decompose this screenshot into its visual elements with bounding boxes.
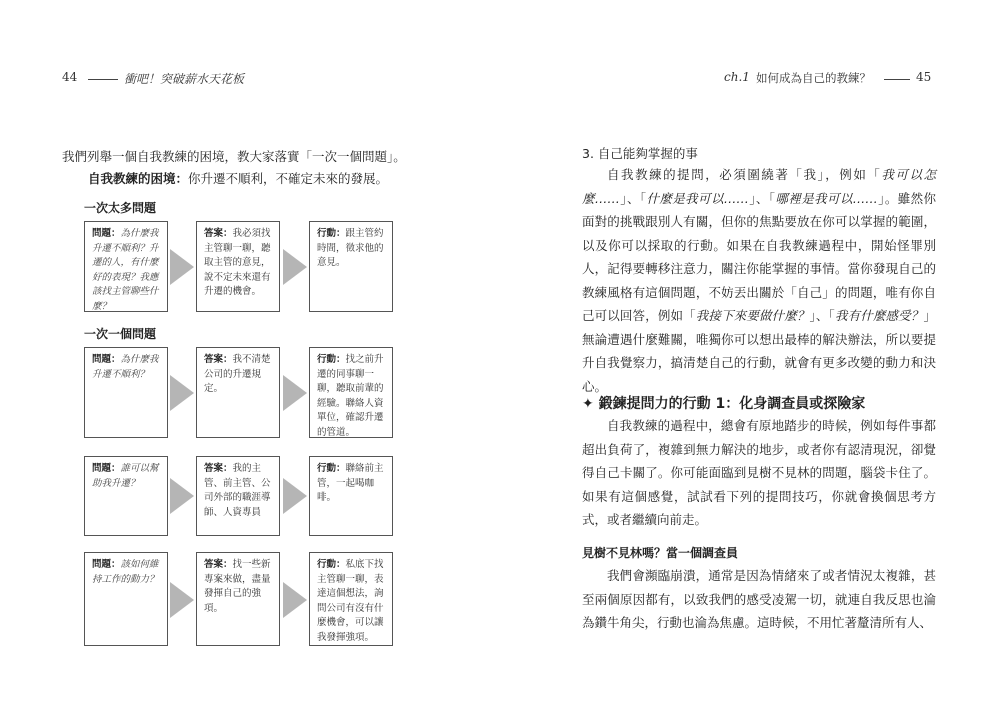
section-too-many-questions: 一次太多問題 — [84, 201, 157, 215]
para-text: 」、「 — [619, 190, 647, 206]
question-label: 問題： — [92, 228, 121, 239]
left-header-rule — [88, 79, 118, 80]
para-quote: 什麼是我可以…… — [646, 190, 749, 206]
question-text: 為什麼我升遷不順利？ — [92, 354, 159, 380]
heading-text: 鍛鍊提問力的行動 1：化身調查員或探險家 — [598, 396, 866, 412]
para-text: 」、「 — [748, 190, 776, 206]
chapter-mark: ch.1 — [724, 70, 750, 84]
arrow-right-icon — [170, 375, 194, 411]
para-quote: 哪裡是我可以…… — [775, 190, 878, 206]
question-box — [84, 347, 168, 438]
arrow-right-icon — [283, 249, 307, 285]
answer-text: 我的主管、前主管、公司外部的職涯導師、人資專員 — [204, 463, 271, 518]
action-label: 行動： — [317, 354, 346, 365]
paragraph-collapse: 我們會瀕臨崩潰，通常是因為情緒來了或者情況太複雜，甚至兩個原因都有，以致我們的感受凌駕一切，就連自我反思也淪為鑽牛角尖，行動也淪為焦慮。這時候，不用忙著釐清所有人、 — [582, 568, 936, 630]
action-1-heading — [582, 393, 865, 413]
question-box — [84, 552, 168, 646]
section-3-title: 3. 自己能夠掌握的事 — [582, 146, 698, 161]
question-box — [84, 456, 168, 536]
answer-label: 答案： — [204, 228, 233, 239]
answer-box — [196, 456, 280, 536]
question-text: 為什麼我升遷不順利？升遷的人，有什麼好的表現？我應該找主管聊些什麼？ — [92, 228, 159, 312]
arrow-right-icon — [283, 478, 307, 514]
para-quote: 我有什麼感受？ — [834, 308, 924, 323]
arrow-right-icon — [170, 249, 194, 285]
answer-text: 找一些新專案來做，盡量發揮自己的強項。 — [204, 559, 271, 614]
paragraph-own-scope — [582, 163, 936, 398]
answer-box — [196, 221, 280, 312]
dilemma-text: 你升遷不順利，不確定未來的發展。 — [188, 171, 389, 186]
arrow-right-icon — [283, 582, 307, 618]
para-text: 」。雖然你面對的挑戰跟別人有關，但你的焦點要放在你可以掌握的範圍，以及你可以採取的行動。如果在自我教練過程中，開始怪罪別人，記得要轉移注意力，關注你能掌握的事情。當你發現自己的教練風格有這個問題，不妨丟出關於「自己」的問題，唯有你自己可以回答，例如「 — [582, 190, 936, 323]
question-text: 該如何維持工作的動力？ — [92, 559, 159, 585]
question-box — [84, 221, 168, 312]
paragraph-investigator: 自我教練的過程中，總會有原地踏步的時候，例如每件事都超出負荷了，複雜到無力解決的地步，或者你有認清現況，卻覺得自己卡關了。你可能面臨到見樹不見林的問題，腦袋卡住了。如果有這個感覺，試試看下列的提問技巧，你就會換個思考方式，或者繼續向前走。 — [582, 418, 936, 527]
para-quote: 我可以怎麼…… — [582, 167, 936, 206]
arrow-right-icon — [170, 582, 194, 618]
action-box — [309, 347, 393, 438]
para-text: 」無論遭遇什麼難關，唯獨你可以想出最棒的解決辦法，所以要提升自我覺察力，搞清楚自己的行動，就會有更多改變的動力和決心。 — [582, 308, 936, 394]
answer-text: 我不清楚公司的升遷規定。 — [204, 354, 271, 394]
right-page-number: 45 — [916, 70, 932, 84]
action-label: 行動： — [317, 463, 346, 474]
dilemma-label: 自我教練的困境： — [88, 171, 189, 186]
question-label: 問題： — [92, 354, 121, 365]
answer-box — [196, 347, 280, 438]
right-header-rule — [884, 79, 910, 80]
action-text: 跟主管約時間，徵求他的意見。 — [317, 228, 384, 268]
action-box — [309, 552, 393, 646]
answer-text: 我必須找主管聊一聊，聽取主管的意見，說不定未來還有升遷的機會。 — [204, 228, 271, 297]
question-label: 問題： — [92, 463, 121, 474]
action-box — [309, 221, 393, 312]
arrow-right-icon — [283, 375, 307, 411]
star-icon: ✦ — [582, 396, 594, 412]
answer-box — [196, 552, 280, 646]
left-page-number: 44 — [62, 70, 78, 84]
para-text: 自我教練的提問，必須圍繞著「我」，例如「 — [607, 167, 882, 182]
sub-heading-investigator: 見樹不見林嗎？當一個調查員 — [582, 546, 739, 560]
answer-label: 答案： — [204, 559, 233, 570]
action-label: 行動： — [317, 228, 346, 239]
intro-text: 我們列舉一個自我教練的困境，教大家落實「一次一個問題」。 — [62, 149, 406, 164]
dilemma-line — [88, 167, 428, 191]
action-box — [309, 456, 393, 536]
action-label: 行動： — [317, 559, 346, 570]
answer-label: 答案： — [204, 354, 233, 365]
left-book-title: 衝吧！突破薪水天花板 — [124, 72, 245, 86]
para-quote: 我接下來要做什麼？ — [695, 308, 810, 323]
arrow-right-icon — [170, 478, 194, 514]
question-text: 誰可以幫助我升遷？ — [92, 463, 159, 489]
section-one-question: 一次一個問題 — [84, 327, 157, 341]
question-label: 問題： — [92, 559, 121, 570]
para-text: 」、「 — [809, 308, 835, 323]
action-text: 私底下找主管聊一聊，表達這個想法，詢問公司有沒有什麼機會，可以讓我發揮強項。 — [317, 559, 384, 643]
answer-label: 答案： — [204, 463, 233, 474]
action-text: 找之前升遷的同事聊一聊，聽取前輩的經驗。聯絡人資單位，確認升遷的管道。 — [317, 354, 384, 438]
action-text: 聯絡前主管，一起喝咖啡。 — [317, 463, 384, 503]
chapter-title: 如何成為自己的教練？ — [756, 71, 871, 85]
